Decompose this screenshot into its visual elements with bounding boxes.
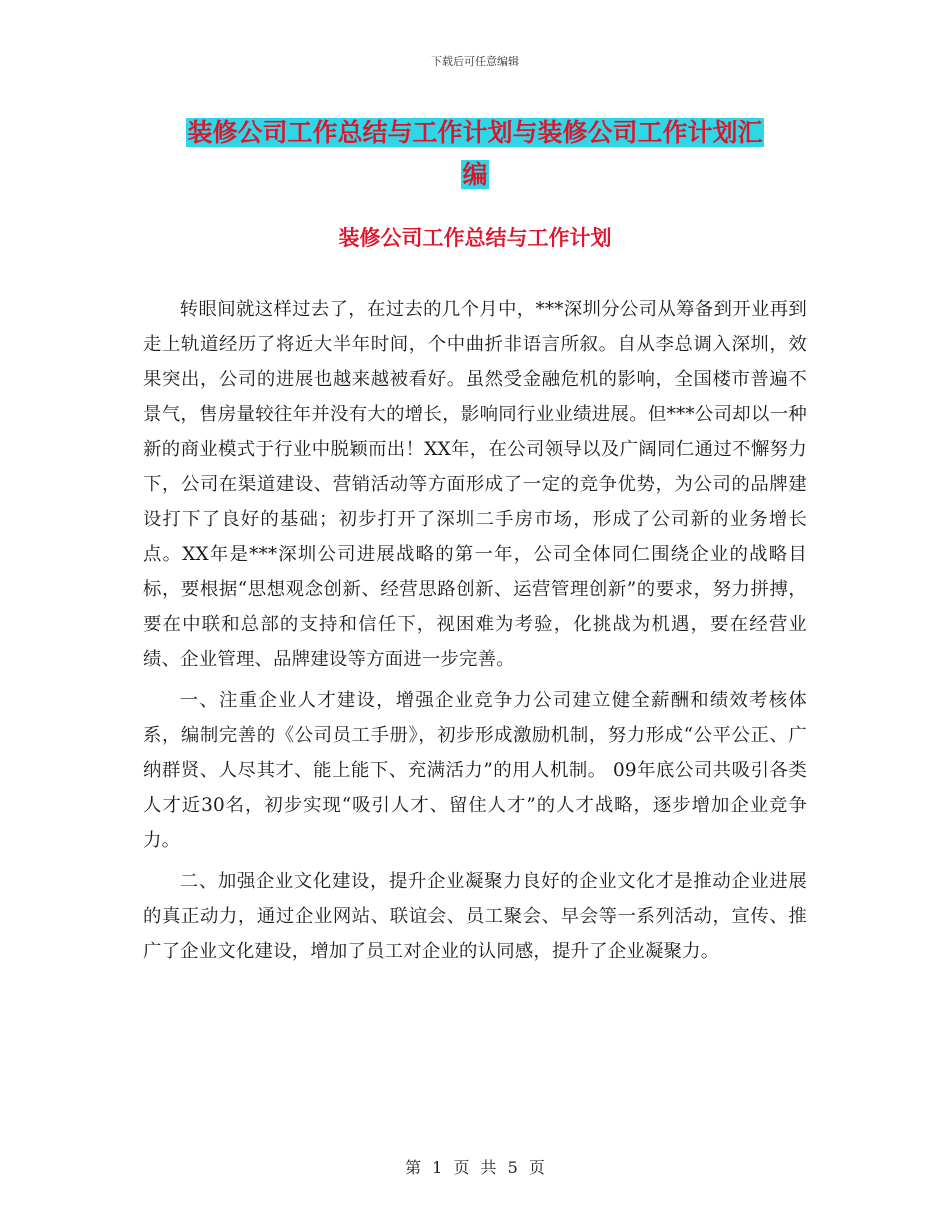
- page-footer: 第 1 页 共 5 页: [405, 1158, 545, 1177]
- paragraph-talent: 一、注重企业人才建设，增强企业竞争力公司建立健全薪酬和绩效考核体系，编制完善的《公司员工手册》，初步形成激励机制，努力形成“公平公正、广纳群贤、人尽其才、能上能下、充满活力”的用人机制。 09年底公司共吸引各类人才近30名，初步实现“吸引人才、留住人才”的人才战略，逐步增加企业竞争力。: [143, 690, 807, 851]
- paragraph-culture: 二、加强企业文化建设，提升企业凝聚力良好的企业文化才是推动企业进展的真正动力，通过企业网站、联谊会、员工聚会、早会等一系列活动，宣传、推广了企业文化建设，增加了员工对企业的认同感，提升了企业凝聚力。: [143, 871, 807, 962]
- paragraph-intro: 转眼间就这样过去了，在过去的几个月中，***深圳分公司从筹备到开业再到走上轨道经历了将近大半年时间，个中曲折非语言所叙。自从李总调入深圳，效果突出，公司的进展也越来越被看好。虽然受金融危机的影响，全国楼市普遍不景气，售房量较往年并没有大的增长，影响同行业业绩进展。但***公司却以一种新的商业模式于行业中脱颖而出！XX年，在公司领导以及广阔同仁通过不懈努力下，公司在渠道建设、营销活动等方面形成了一定的竞争优势，为公司的品牌建设打下了良好的基础；初步打开了深圳二手房市场，形成了公司新的业务增长点。XX年是***深圳公司进展战略的第一年，公司全体同仁围绕企业的战略目标，要根据“思想观念创新、经营思路创新、运营管理创新”的要求，努力拼搏，要在中联和总部的支持和信任下，视困难为考验，化挑战为机遇，要在经营业绩、企业管理、品牌建设等方面进一步完善。: [143, 299, 807, 670]
- body-text: [143, 292, 807, 975]
- header-note: 下载后可任意编辑: [431, 55, 519, 68]
- main-title-line-2: 编: [462, 160, 488, 189]
- main-title-line-1: 装修公司工作总结与工作计划与装修公司工作计划汇: [187, 118, 763, 147]
- section-title: 装修公司工作总结与工作计划: [338, 226, 612, 250]
- main-title: [140, 112, 810, 196]
